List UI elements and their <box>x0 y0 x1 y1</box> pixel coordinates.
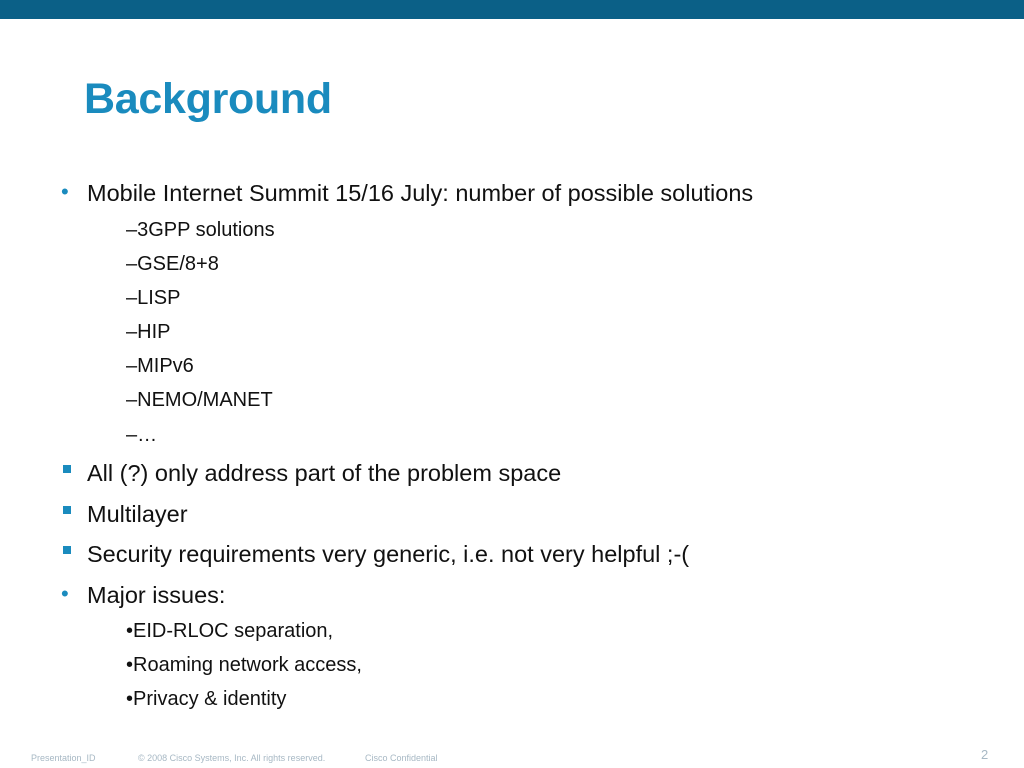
bullet-square-icon <box>63 506 71 514</box>
slide-title: Background <box>84 75 332 123</box>
header-bar <box>0 0 1024 19</box>
bullet-item-summit: Mobile Internet Summit 15/16 July: number of possible solutions <box>87 180 754 206</box>
sub-item-mipv6: –MIPv6 <box>126 355 194 377</box>
sub-item-privacy: •Privacy & identity <box>126 688 287 710</box>
bullet-square-icon <box>63 465 71 473</box>
page-number: 2 <box>981 747 989 762</box>
sub-item-lisp: –LISP <box>126 287 181 309</box>
bullet-square-icon <box>63 546 71 554</box>
footer-copyright: © 2008 Cisco Systems, Inc. All rights reserved. <box>138 753 326 763</box>
sub-item-eid-rloc: •EID-RLOC separation, <box>126 620 334 642</box>
bullet-dot-icon: • <box>61 581 69 606</box>
bullet-item-multilayer: Multilayer <box>87 501 188 527</box>
sub-item-roaming: •Roaming network access, <box>126 654 362 676</box>
sub-item-3gpp: –3GPP solutions <box>126 219 275 241</box>
bullet-item-security: Security requirements very generic, i.e. not very helpful ;-( <box>87 541 690 567</box>
sub-item-hip: –HIP <box>126 321 171 343</box>
footer-confidential: Cisco Confidential <box>365 753 438 763</box>
bullet-item-major-issues: Major issues: <box>87 582 226 608</box>
sub-item-nemo-manet: –NEMO/MANET <box>126 389 273 411</box>
sub-item-ellipsis: –… <box>126 424 158 446</box>
bullet-item-address: All (?) only address part of the problem space <box>87 460 562 486</box>
bullet-dot-icon: • <box>61 179 69 204</box>
sub-item-gse: –GSE/8+8 <box>126 253 219 275</box>
footer-presentation-id: Presentation_ID <box>31 753 96 763</box>
